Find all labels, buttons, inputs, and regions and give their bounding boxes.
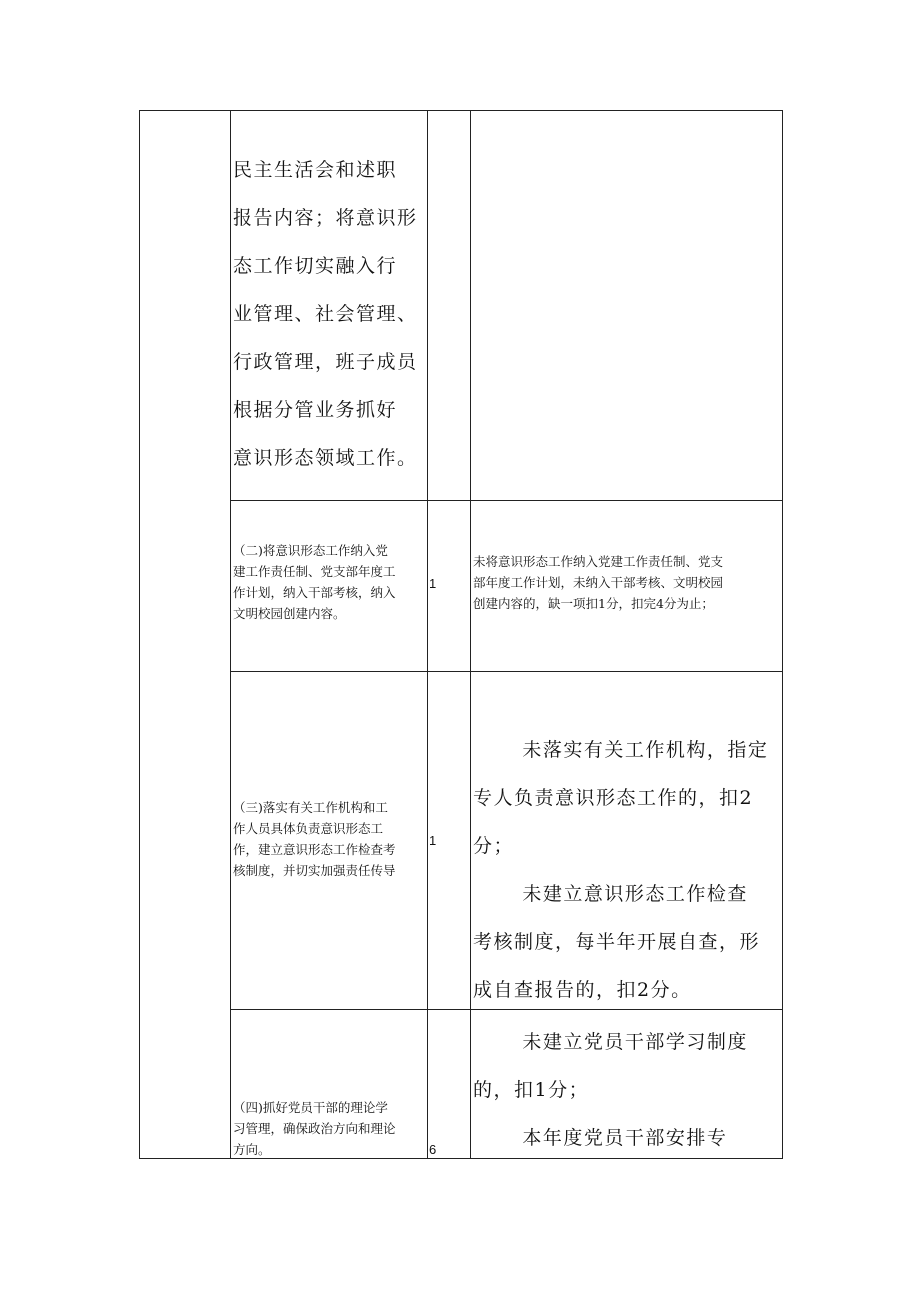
text-line: 的，扣1分； [473, 1079, 590, 1101]
assessment-table [139, 110, 783, 1159]
row3-score: 1 [429, 833, 437, 848]
text-line: 方向。 [233, 1142, 271, 1157]
row2-item-cell [233, 540, 427, 624]
text-line: 专人负责意识形态工作的，扣2分； [473, 787, 754, 857]
row4-score: 6 [429, 1142, 437, 1157]
text-line: 未将意识形态工作纳入党建工作责任制、党支 [473, 554, 724, 569]
row-divider [231, 671, 782, 672]
text-line: 核制度，并切实加强责任传导 [233, 863, 396, 878]
column-divider [427, 111, 428, 1158]
text-line: 作，建立意识形态工作检查考 [233, 842, 396, 857]
text-line: 作计划，纳入干部考核，纳入 [233, 585, 396, 600]
row3-criteria-cell [473, 726, 784, 1014]
row2-criteria-cell [473, 551, 784, 614]
text-line: 作人员具体负责意识形态工 [233, 821, 384, 836]
column-divider [470, 111, 471, 1158]
text-line: 民主生活会和述职 [233, 159, 398, 181]
text-line: 未建立意识形态工作检查 [522, 883, 748, 905]
text-line: 未落实有关工作机构，指定 [522, 739, 769, 761]
row2-score: 1 [429, 576, 437, 591]
row-divider [231, 500, 782, 501]
text-line: （三)落实有关工作机构和工 [233, 800, 388, 815]
text-line: 习管理，确保政治方向和理论 [233, 1121, 396, 1136]
text-line: 未建立党员干部学习制度 [522, 1031, 748, 1053]
text-line: 根据分管业务抓好 [233, 399, 398, 421]
text-line: 本年度党员干部安排专 [522, 1127, 728, 1149]
row1-item-cell [233, 146, 427, 482]
text-line: 行政管理，班子成员 [233, 351, 418, 373]
text-line: 报告内容；将意识形 [233, 207, 418, 229]
text-line: 业管理、社会管理、 [233, 303, 418, 325]
text-line: 意识形态领域工作。 [233, 447, 418, 469]
row3-item-cell [233, 797, 427, 881]
text-line: 建工作责任制、党支部年度工 [233, 564, 396, 579]
text-line: 创建内容的，缺一项扣1分，扣完4分为止； [473, 596, 714, 611]
text-line: 部年度工作计划，未纳入干部考核、文明校园 [473, 575, 724, 590]
text-line: 文明校园创建内容。 [233, 606, 346, 621]
text-line: 成自查报告的，扣2分。 [473, 979, 692, 1001]
text-line: （四)抓好党员干部的理论学 [233, 1100, 388, 1115]
row4-criteria-cell [473, 1018, 784, 1162]
text-line: 态工作切实融入行 [233, 255, 398, 277]
row4-item-cell [233, 1097, 427, 1160]
text-line: （二)将意识形态工作纳入党 [233, 543, 388, 558]
column-divider [230, 111, 231, 1158]
text-line: 考核制度，每半年开展自查，形 [473, 931, 761, 953]
